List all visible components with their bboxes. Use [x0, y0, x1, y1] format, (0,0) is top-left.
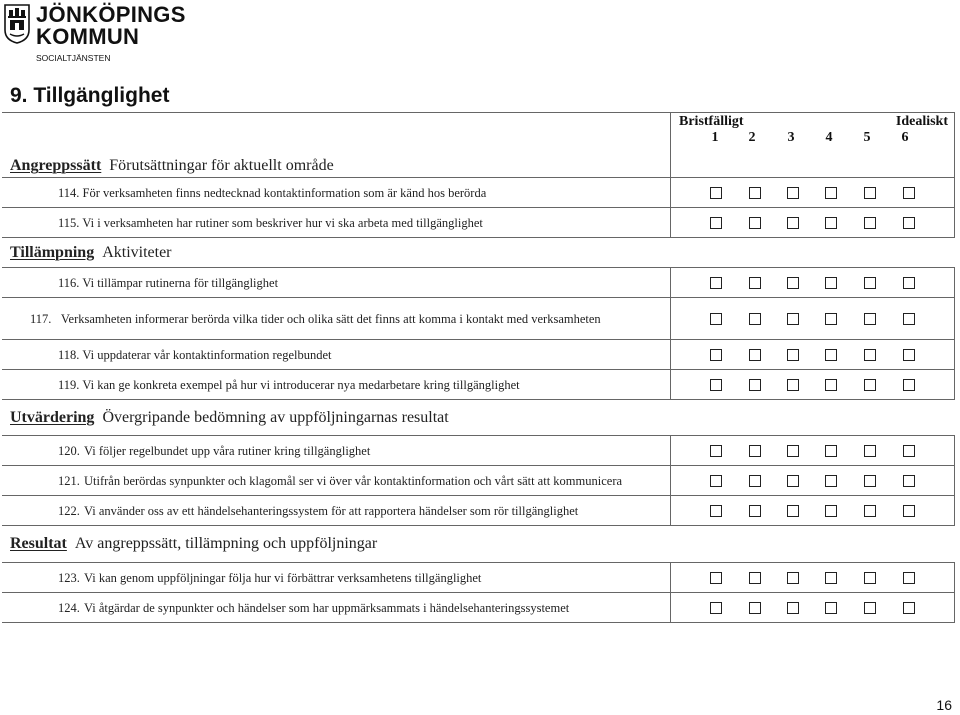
- rating-boxes: [671, 563, 954, 592]
- rating-checkbox-4[interactable]: [825, 505, 837, 517]
- section-label: [2, 535, 955, 553]
- question-content: 117. Verksamheten informerar berörda vilka tider och olika sätt det finns att komma i kontakt med verksamheten: [30, 311, 601, 326]
- rating-cell: [671, 593, 955, 623]
- rating-checkbox-3[interactable]: [787, 445, 799, 457]
- question-number: 118.: [58, 347, 80, 362]
- section-key: Resultat: [10, 535, 67, 552]
- rating-checkbox-5[interactable]: [864, 217, 876, 229]
- rating-checkbox-4[interactable]: [825, 217, 837, 229]
- section-label: [2, 157, 670, 177]
- section-row: [2, 400, 955, 436]
- rating-checkbox-5[interactable]: [864, 505, 876, 517]
- rating-checkbox-1[interactable]: [710, 277, 722, 289]
- rating-cell: [671, 298, 955, 340]
- section-label: [2, 409, 955, 427]
- rating-cell: [671, 436, 955, 466]
- rating-boxes: [671, 593, 954, 622]
- question-content: [58, 473, 670, 489]
- rating-checkbox-4[interactable]: [825, 313, 837, 325]
- rating-checkbox-1[interactable]: [710, 313, 722, 325]
- scale-numbers: [671, 130, 954, 148]
- rating-checkbox-5[interactable]: [864, 277, 876, 289]
- scale-number: 2: [748, 130, 756, 145]
- scale-high-label: Idealiskt: [895, 114, 948, 129]
- rating-checkbox-1[interactable]: [710, 572, 722, 584]
- question-content: [58, 347, 670, 363]
- rating-checkbox-6[interactable]: [903, 445, 915, 457]
- question-number: 124.: [58, 600, 80, 615]
- section-row: [2, 113, 955, 178]
- question-text-cell: [2, 178, 671, 208]
- rating-checkbox-5[interactable]: [864, 572, 876, 584]
- section-header-cell: [2, 400, 955, 436]
- rating-boxes: [671, 208, 954, 237]
- rating-checkbox-2[interactable]: [749, 445, 761, 457]
- scale-low-label: Bristfälligt: [679, 114, 744, 129]
- question-row: [2, 178, 955, 208]
- rating-checkbox-6[interactable]: [903, 187, 915, 199]
- rating-cell: [671, 496, 955, 526]
- rating-checkbox-4[interactable]: [825, 349, 837, 361]
- rating-cell: [671, 370, 955, 400]
- question-text-cell: [2, 340, 671, 370]
- rating-checkbox-6[interactable]: [903, 277, 915, 289]
- question-text: Vi tillämpar rutinerna för tillgänglighet: [82, 275, 279, 290]
- question-text: Verksamheten informerar berörda vilka tider och olika sätt det finns att komma i kontakt med verksamheten: [60, 311, 601, 326]
- question-content: [58, 185, 670, 201]
- question-text: För verksamheten finns nedtecknad kontaktinformation som är känd hos berörda: [82, 185, 487, 200]
- rating-cell: [671, 563, 955, 593]
- rating-checkbox-2[interactable]: [749, 217, 761, 229]
- question-number: 120.: [58, 443, 80, 458]
- question-row: [2, 563, 955, 593]
- rating-checkbox-6[interactable]: [903, 602, 915, 614]
- section-header-cell: [2, 526, 955, 563]
- rating-checkbox-4[interactable]: [825, 277, 837, 289]
- city-shield-icon: [4, 4, 30, 44]
- scale-number: 4: [825, 130, 833, 145]
- rating-checkbox-5[interactable]: [864, 349, 876, 361]
- rating-checkbox-2[interactable]: [749, 379, 761, 391]
- rating-checkbox-2[interactable]: [749, 277, 761, 289]
- question-text-cell: [2, 208, 671, 238]
- rating-checkbox-3[interactable]: [787, 187, 799, 199]
- rating-checkbox-5[interactable]: [864, 187, 876, 199]
- question-text: Vi i verksamheten har rutiner som beskriver hur vi ska arbeta med tillgänglighet: [82, 215, 483, 230]
- page-number: 16: [936, 697, 952, 713]
- rating-checkbox-1[interactable]: [710, 602, 722, 614]
- department-name: SOCIALTJÄNSTEN: [36, 53, 111, 63]
- question-row: [2, 268, 955, 298]
- rating-checkbox-2[interactable]: [749, 187, 761, 199]
- rating-checkbox-1[interactable]: [710, 379, 722, 391]
- rating-checkbox-6[interactable]: [903, 217, 915, 229]
- question-text: Vi använder oss av ett händelsehanteringssystem för att rapportera händelser som rör tillgänglighet: [84, 503, 579, 518]
- rating-boxes: [671, 298, 954, 339]
- rating-checkbox-2[interactable]: [749, 475, 761, 487]
- question-row: [2, 298, 955, 340]
- rating-checkbox-6[interactable]: [903, 475, 915, 487]
- section-key: Utvärdering: [10, 408, 95, 426]
- rating-checkbox-4[interactable]: [825, 379, 837, 391]
- rating-cell: [671, 268, 955, 298]
- rating-cell: [671, 208, 955, 238]
- rating-checkbox-2[interactable]: [749, 313, 761, 325]
- rating-checkbox-1[interactable]: [710, 475, 722, 487]
- section-title: Övergripande bedömning av uppföljningarnas resultat: [102, 408, 449, 426]
- org-name-line1: JÖNKÖPINGS: [36, 2, 186, 27]
- rating-checkbox-4[interactable]: [825, 475, 837, 487]
- question-text-cell: [2, 593, 671, 623]
- question-content: [58, 215, 670, 231]
- rating-checkbox-3[interactable]: [787, 379, 799, 391]
- question-text: Vi följer regelbundet upp våra rutiner kring tillgänglighet: [84, 443, 371, 458]
- rating-cell: [671, 178, 955, 208]
- rating-boxes: [671, 466, 954, 495]
- question-text-cell: [2, 298, 671, 340]
- question-content: [58, 570, 670, 586]
- rating-checkbox-5[interactable]: [864, 313, 876, 325]
- rating-checkbox-3[interactable]: [787, 217, 799, 229]
- rating-checkbox-3[interactable]: [787, 475, 799, 487]
- question-row: [2, 496, 955, 526]
- rating-boxes: [671, 340, 954, 369]
- rating-checkbox-1[interactable]: [710, 445, 722, 457]
- section-title: Aktiviteter: [102, 243, 172, 261]
- rating-checkbox-2[interactable]: [749, 602, 761, 614]
- section-row: [2, 526, 955, 563]
- question-text-cell: [2, 436, 671, 466]
- org-name-line2: KOMMUN: [36, 24, 140, 49]
- section-title: Förutsättningar för aktuellt område: [109, 157, 334, 174]
- rating-checkbox-4[interactable]: [825, 187, 837, 199]
- question-text: Vi kan ge konkreta exempel på hur vi introducerar nya medarbetare kring tillgänglighet: [82, 377, 520, 392]
- rating-checkbox-3[interactable]: [787, 572, 799, 584]
- rating-checkbox-4[interactable]: [825, 572, 837, 584]
- rating-checkbox-4[interactable]: [825, 445, 837, 457]
- rating-checkbox-6[interactable]: [903, 379, 915, 391]
- question-number: 123.: [58, 570, 80, 585]
- question-number: 122.: [58, 503, 80, 518]
- scale-header-cell: [671, 113, 955, 178]
- scale-number: 6: [901, 130, 909, 145]
- rating-checkbox-5[interactable]: [864, 602, 876, 614]
- rating-checkbox-1[interactable]: [710, 505, 722, 517]
- question-content: [58, 600, 670, 616]
- rating-cell: [671, 340, 955, 370]
- rating-boxes: [671, 268, 954, 297]
- rating-checkbox-2[interactable]: [749, 572, 761, 584]
- section-label: [2, 244, 955, 262]
- rating-checkbox-5[interactable]: [864, 379, 876, 391]
- rating-checkbox-1[interactable]: [710, 187, 722, 199]
- rating-checkbox-6[interactable]: [903, 505, 915, 517]
- organization-logo: [4, 2, 186, 66]
- question-row: [2, 593, 955, 623]
- rating-checkbox-6[interactable]: [903, 572, 915, 584]
- question-row: [2, 340, 955, 370]
- rating-checkbox-6[interactable]: [903, 313, 915, 325]
- section-key: Tillämpning: [10, 243, 95, 261]
- section-header-cell: [2, 113, 671, 178]
- scale-header: [671, 113, 954, 177]
- rating-boxes: [671, 436, 954, 465]
- question-text-cell: [2, 563, 671, 593]
- rating-checkbox-5[interactable]: [864, 475, 876, 487]
- question-text-cell: [2, 466, 671, 496]
- assessment-form-table: [2, 112, 955, 623]
- scale-number: 3: [787, 130, 795, 145]
- question-text-cell: [2, 268, 671, 298]
- question-text-cell: [2, 370, 671, 400]
- rating-checkbox-2[interactable]: [749, 349, 761, 361]
- rating-boxes: [671, 496, 954, 525]
- question-number: 119.: [58, 377, 80, 392]
- question-text: Vi kan genom uppföljningar följa hur vi förbättrar verksamhetens tillgänglighet: [84, 570, 482, 585]
- question-number: 115.: [58, 215, 80, 230]
- scale-number: 1: [711, 130, 719, 145]
- rating-checkbox-5[interactable]: [864, 445, 876, 457]
- question-number: 116.: [58, 275, 80, 290]
- rating-boxes: [671, 370, 954, 399]
- question-content: [58, 443, 670, 459]
- question-row: [2, 466, 955, 496]
- question-content: [58, 275, 670, 291]
- question-number: 114.: [58, 185, 80, 200]
- question-row: [2, 370, 955, 400]
- rating-cell: [671, 466, 955, 496]
- rating-checkbox-3[interactable]: [787, 277, 799, 289]
- rating-checkbox-3[interactable]: [787, 313, 799, 325]
- question-text: Vi åtgärdar de synpunkter och händelser som har uppmärksammats i händelsehanteringssystemet: [84, 600, 570, 615]
- question-text-cell: [2, 496, 671, 526]
- rating-checkbox-3[interactable]: [787, 602, 799, 614]
- question-text: Utifrån berördas synpunkter och klagomål ser vi över vår kontaktinformation och vårt sätt att kommunicera: [84, 473, 623, 488]
- rating-boxes: [671, 178, 954, 207]
- scale-number: 5: [863, 130, 871, 145]
- question-content: [58, 503, 670, 519]
- section-header-cell: [2, 238, 955, 268]
- question-row: [2, 208, 955, 238]
- rating-checkbox-1[interactable]: [710, 349, 722, 361]
- question-content: [58, 377, 670, 393]
- rating-checkbox-6[interactable]: [903, 349, 915, 361]
- section-key: Angreppssätt: [10, 157, 102, 174]
- rating-checkbox-4[interactable]: [825, 602, 837, 614]
- question-number: 121.: [58, 473, 80, 488]
- rating-checkbox-3[interactable]: [787, 505, 799, 517]
- section-row: [2, 238, 955, 268]
- rating-checkbox-2[interactable]: [749, 505, 761, 517]
- rating-checkbox-1[interactable]: [710, 217, 722, 229]
- page-heading: 9. Tillgänglighet: [10, 84, 170, 107]
- rating-checkbox-3[interactable]: [787, 349, 799, 361]
- question-row: [2, 436, 955, 466]
- question-text: Vi uppdaterar vår kontaktinformation regelbundet: [82, 347, 332, 362]
- section-title: Av angreppssätt, tillämpning och uppföljningar: [74, 535, 378, 552]
